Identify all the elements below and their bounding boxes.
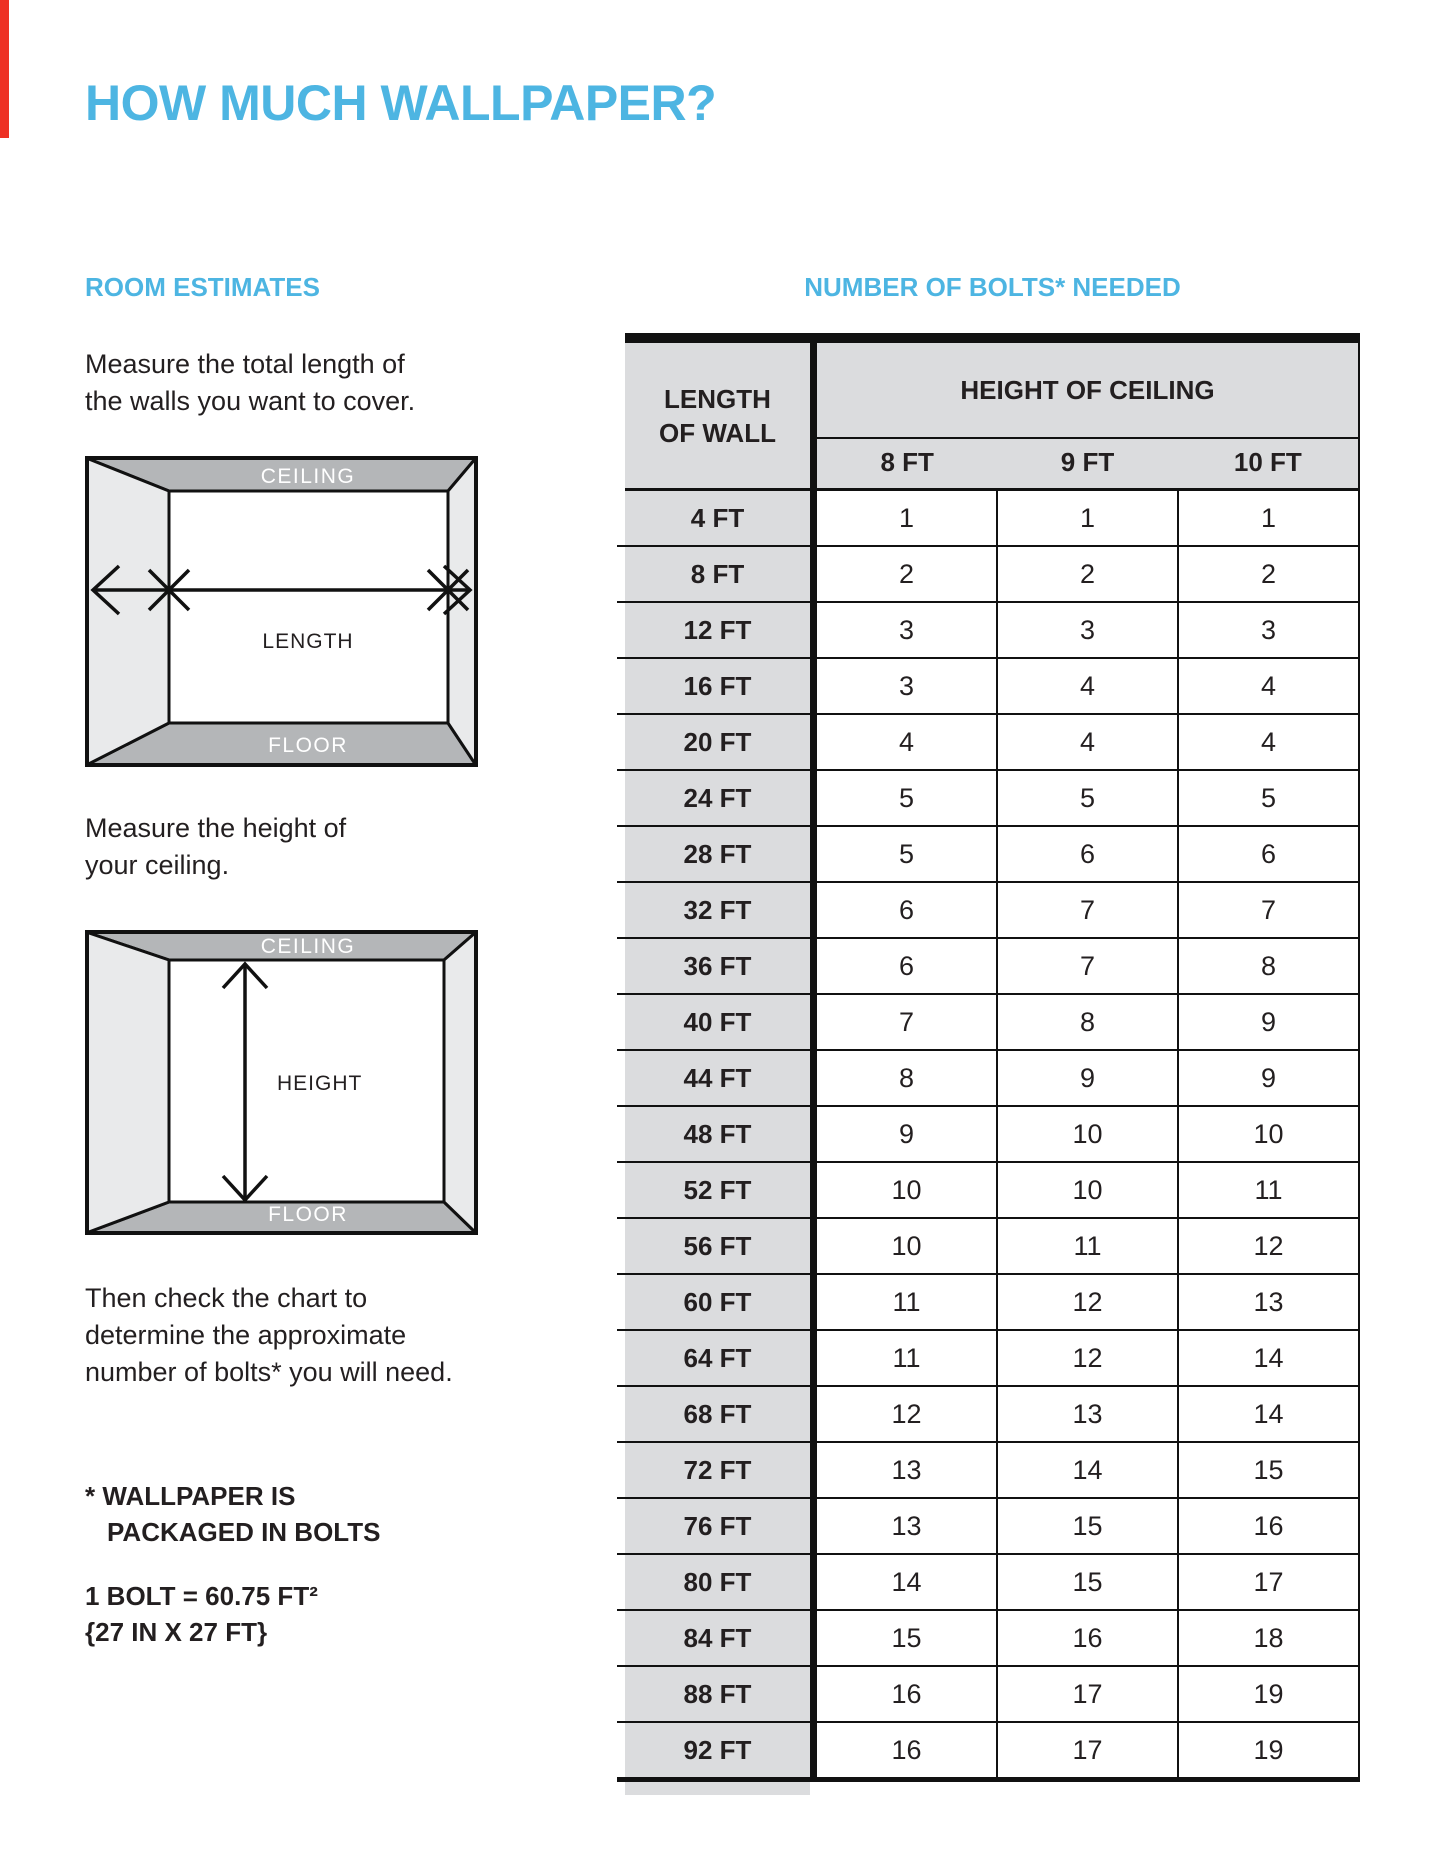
value-cell: 11 bbox=[817, 1275, 998, 1329]
value-cell: 6 bbox=[817, 939, 998, 993]
paragraph-line: your ceiling. bbox=[85, 850, 230, 880]
row-line-overhang bbox=[617, 883, 625, 937]
value-cell: 5 bbox=[817, 771, 998, 825]
value-cell: 10 bbox=[1179, 1107, 1360, 1161]
row-header-cell: 76 FT bbox=[625, 1499, 817, 1553]
value-cell: 3 bbox=[817, 603, 998, 657]
ceiling-height-diagram bbox=[85, 930, 478, 1235]
value-cell: 17 bbox=[1179, 1555, 1360, 1609]
row-line-overhang bbox=[617, 1051, 625, 1105]
header-line: OF WALL bbox=[659, 417, 776, 448]
table-body bbox=[617, 491, 1360, 1782]
value-cell: 10 bbox=[998, 1163, 1179, 1217]
red-edge-stripe bbox=[0, 0, 9, 138]
value-cell: 3 bbox=[817, 659, 998, 713]
ceiling-height-subheaders bbox=[817, 439, 1358, 486]
row-line-overhang bbox=[617, 1219, 625, 1273]
table-row bbox=[617, 1275, 1360, 1331]
row-line-overhang bbox=[617, 827, 625, 881]
value-cell: 13 bbox=[1179, 1275, 1360, 1329]
value-cell: 10 bbox=[817, 1163, 998, 1217]
room-length-diagram bbox=[85, 456, 478, 767]
value-cell: 4 bbox=[817, 715, 998, 769]
table-row bbox=[617, 1387, 1360, 1443]
row-line-overhang bbox=[617, 1443, 625, 1497]
row-line-overhang bbox=[617, 603, 625, 657]
table-row bbox=[617, 1611, 1360, 1667]
row-header-cell: 4 FT bbox=[625, 491, 817, 545]
row-header-cell: 56 FT bbox=[625, 1219, 817, 1273]
row-line-overhang bbox=[617, 939, 625, 993]
row-line-overhang bbox=[617, 1555, 625, 1609]
paragraph-line: determine the approximate bbox=[85, 1320, 407, 1350]
row-header-cell: 44 FT bbox=[625, 1051, 817, 1105]
value-cell: 5 bbox=[998, 771, 1179, 825]
value-cell: 4 bbox=[998, 659, 1179, 713]
length-label: LENGTH bbox=[262, 630, 354, 653]
table-row bbox=[617, 1667, 1360, 1723]
value-cell: 6 bbox=[998, 827, 1179, 881]
row-header-cell: 28 FT bbox=[625, 827, 817, 881]
ceiling-label: CEILING bbox=[260, 935, 356, 958]
value-cell: 4 bbox=[1179, 659, 1360, 713]
room-estimates-heading: ROOM ESTIMATES bbox=[85, 272, 320, 302]
row-header-cell: 20 FT bbox=[625, 715, 817, 769]
bolt-size-info bbox=[85, 1578, 318, 1650]
floor-label: FLOOR bbox=[268, 1203, 348, 1226]
value-cell: 16 bbox=[998, 1611, 1179, 1665]
value-cell: 6 bbox=[1179, 827, 1360, 881]
left-wall bbox=[88, 933, 170, 1233]
value-cell: 10 bbox=[817, 1219, 998, 1273]
table-row bbox=[617, 1107, 1360, 1163]
value-cell: 2 bbox=[817, 547, 998, 601]
paragraph-line: Then check the chart to bbox=[85, 1283, 368, 1313]
column-header-10ft: 10 FT bbox=[1233, 447, 1302, 477]
row-line-overhang bbox=[617, 1163, 625, 1217]
table-row bbox=[617, 827, 1360, 883]
table-row bbox=[617, 715, 1360, 771]
row-line-overhang bbox=[617, 771, 625, 825]
value-cell: 2 bbox=[1179, 547, 1360, 601]
table-row bbox=[617, 939, 1360, 995]
row-header-cell: 36 FT bbox=[625, 939, 817, 993]
value-cell: 15 bbox=[1179, 1443, 1360, 1497]
value-cell: 17 bbox=[998, 1667, 1179, 1721]
value-cell: 16 bbox=[817, 1667, 998, 1721]
table-row bbox=[617, 1443, 1360, 1499]
value-cell: 6 bbox=[817, 883, 998, 937]
value-cell: 9 bbox=[1179, 1051, 1360, 1105]
row-header-cell: 52 FT bbox=[625, 1163, 817, 1217]
value-cell: 16 bbox=[1179, 1499, 1360, 1553]
column-header-8ft: 8 FT bbox=[880, 447, 934, 477]
bolt-dimensions: {27 IN X 27 FT} bbox=[85, 1617, 268, 1647]
floor-label: FLOOR bbox=[268, 734, 348, 757]
value-cell: 7 bbox=[817, 995, 998, 1049]
row-line-overhang bbox=[617, 491, 625, 545]
value-cell: 12 bbox=[998, 1331, 1179, 1385]
value-cell: 15 bbox=[998, 1555, 1179, 1609]
table-row bbox=[617, 995, 1360, 1051]
value-cell: 14 bbox=[1179, 1331, 1360, 1385]
row-line-overhang bbox=[617, 1387, 625, 1441]
row-header-cell: 88 FT bbox=[625, 1667, 817, 1721]
value-cell: 1 bbox=[998, 491, 1179, 545]
row-header-cell: 64 FT bbox=[625, 1331, 817, 1385]
value-cell: 1 bbox=[817, 491, 998, 545]
paragraph-line: the walls you want to cover. bbox=[85, 386, 416, 416]
bolt-footnote bbox=[85, 1478, 380, 1550]
value-cell: 18 bbox=[1179, 1611, 1360, 1665]
value-cell: 15 bbox=[998, 1499, 1179, 1553]
row-header-cell: 12 FT bbox=[625, 603, 817, 657]
paragraph-line: number of bolts* you will need. bbox=[85, 1357, 453, 1387]
row-header-cell: 80 FT bbox=[625, 1555, 817, 1609]
row-line-overhang bbox=[617, 547, 625, 601]
row-line-overhang bbox=[617, 1611, 625, 1665]
back-wall bbox=[169, 491, 448, 723]
row-header-cell: 84 FT bbox=[625, 1611, 817, 1665]
row-line-overhang bbox=[617, 1723, 625, 1777]
value-cell: 15 bbox=[817, 1611, 998, 1665]
value-cell: 7 bbox=[1179, 883, 1360, 937]
row-line-overhang bbox=[617, 715, 625, 769]
bolt-equation: 1 BOLT = 60.75 FT² bbox=[85, 1581, 318, 1611]
value-cell: 13 bbox=[817, 1443, 998, 1497]
value-cell: 8 bbox=[817, 1051, 998, 1105]
left-wall bbox=[88, 459, 170, 765]
table-row bbox=[617, 1555, 1360, 1611]
paragraph-line: Measure the total length of bbox=[85, 349, 405, 379]
row-line-overhang bbox=[617, 1275, 625, 1329]
footnote-line: * WALLPAPER IS bbox=[85, 1481, 296, 1511]
value-cell: 2 bbox=[998, 547, 1179, 601]
value-cell: 3 bbox=[998, 603, 1179, 657]
table-row bbox=[617, 1331, 1360, 1387]
table-row bbox=[617, 771, 1360, 827]
value-cell: 8 bbox=[998, 995, 1179, 1049]
value-cell: 14 bbox=[1179, 1387, 1360, 1441]
value-cell: 13 bbox=[998, 1387, 1179, 1441]
paragraph-line: Measure the height of bbox=[85, 813, 347, 843]
value-cell: 9 bbox=[998, 1051, 1179, 1105]
measure-height-paragraph bbox=[85, 810, 346, 884]
row-line-overhang bbox=[617, 659, 625, 713]
table-gray-stub bbox=[625, 1782, 810, 1795]
row-line-overhang bbox=[617, 1499, 625, 1553]
page-title: HOW MUCH WALLPAPER? bbox=[85, 75, 717, 131]
row-header-cell: 48 FT bbox=[625, 1107, 817, 1161]
value-cell: 1 bbox=[1179, 491, 1360, 545]
value-cell: 14 bbox=[817, 1555, 998, 1609]
row-header-cell: 8 FT bbox=[625, 547, 817, 601]
value-cell: 11 bbox=[998, 1219, 1179, 1273]
row-header-cell: 24 FT bbox=[625, 771, 817, 825]
value-cell: 12 bbox=[1179, 1219, 1360, 1273]
table-top-bar bbox=[625, 333, 1360, 343]
value-cell: 19 bbox=[1179, 1667, 1360, 1721]
row-header-cell: 92 FT bbox=[625, 1723, 817, 1777]
table-row bbox=[617, 883, 1360, 939]
value-cell: 19 bbox=[1179, 1723, 1360, 1777]
value-cell: 13 bbox=[817, 1499, 998, 1553]
value-cell: 17 bbox=[998, 1723, 1179, 1777]
value-cell: 5 bbox=[1179, 771, 1360, 825]
height-label: HEIGHT bbox=[277, 1072, 363, 1095]
table-row bbox=[617, 603, 1360, 659]
table-row bbox=[617, 1051, 1360, 1107]
row-header-cell: 60 FT bbox=[625, 1275, 817, 1329]
value-cell: 14 bbox=[998, 1443, 1179, 1497]
value-cell: 12 bbox=[817, 1387, 998, 1441]
table-row bbox=[617, 1219, 1360, 1275]
header-line: LENGTH bbox=[664, 383, 771, 414]
value-cell: 11 bbox=[1179, 1163, 1360, 1217]
table-row bbox=[617, 1499, 1360, 1555]
column-header-9ft: 9 FT bbox=[1060, 447, 1115, 477]
value-cell: 7 bbox=[998, 883, 1179, 937]
value-cell: 16 bbox=[817, 1723, 998, 1777]
row-header-cell: 32 FT bbox=[625, 883, 817, 937]
value-cell: 9 bbox=[817, 1107, 998, 1161]
row-line-overhang bbox=[617, 1331, 625, 1385]
footnote-line: PACKAGED IN BOLTS bbox=[107, 1517, 381, 1547]
value-cell: 7 bbox=[998, 939, 1179, 993]
row-header-cell: 16 FT bbox=[625, 659, 817, 713]
row-header-cell: 40 FT bbox=[625, 995, 817, 1049]
row-line-overhang bbox=[617, 1107, 625, 1161]
table-row bbox=[617, 659, 1360, 715]
value-cell: 4 bbox=[1179, 715, 1360, 769]
ceiling-label: CEILING bbox=[260, 465, 356, 488]
measure-length-paragraph bbox=[85, 346, 415, 420]
right-wall bbox=[444, 933, 476, 1233]
value-cell: 11 bbox=[817, 1331, 998, 1385]
row-header-cell: 68 FT bbox=[625, 1387, 817, 1441]
check-chart-paragraph bbox=[85, 1280, 453, 1391]
row-header-cell: 72 FT bbox=[625, 1443, 817, 1497]
row-line-overhang bbox=[617, 995, 625, 1049]
table-row bbox=[617, 491, 1360, 547]
value-cell: 5 bbox=[817, 827, 998, 881]
table-row bbox=[617, 547, 1360, 603]
row-line-overhang bbox=[617, 1667, 625, 1721]
right-wall bbox=[448, 459, 476, 765]
value-cell: 8 bbox=[1179, 939, 1360, 993]
length-of-wall-header bbox=[625, 343, 817, 491]
value-cell: 4 bbox=[998, 715, 1179, 769]
value-cell: 12 bbox=[998, 1275, 1179, 1329]
table-row bbox=[617, 1163, 1360, 1219]
value-cell: 10 bbox=[998, 1107, 1179, 1161]
value-cell: 3 bbox=[1179, 603, 1360, 657]
height-of-ceiling-header: HEIGHT OF CEILING bbox=[960, 374, 1215, 405]
table-row bbox=[617, 1723, 1360, 1782]
ceiling-height-header-block bbox=[817, 343, 1360, 491]
value-cell: 9 bbox=[1179, 995, 1360, 1049]
bolts-needed-heading: NUMBER OF BOLTS* NEEDED bbox=[804, 272, 1181, 302]
